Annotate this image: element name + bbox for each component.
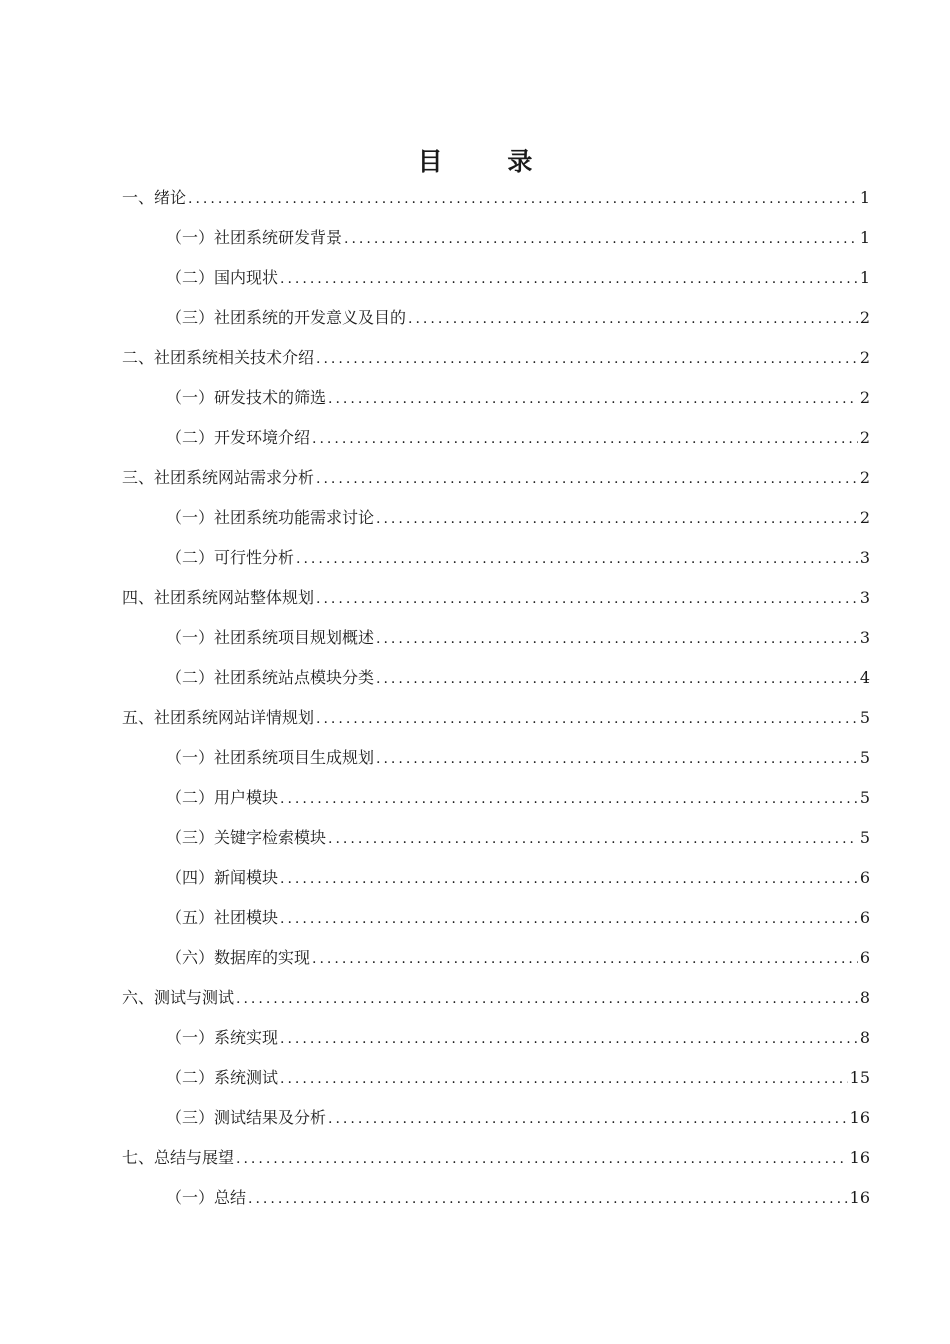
toc-entry-page-number: 4 (859, 668, 870, 687)
dot-leader (344, 219, 858, 259)
dot-leader (316, 339, 858, 379)
toc-entry-title: （二）社团系统站点模块分类 (166, 668, 375, 687)
toc-entry[interactable] (122, 618, 870, 658)
toc-entry[interactable] (122, 458, 870, 498)
toc-entry-title: （一）社团系统研发背景 (166, 228, 343, 247)
dot-leader (280, 779, 858, 819)
toc-entry[interactable] (122, 298, 870, 338)
toc-entry[interactable] (122, 738, 870, 778)
dot-leader (236, 979, 858, 1019)
dot-leader (280, 259, 858, 299)
toc-entry-title: （一）社团系统项目规划概述 (166, 628, 375, 647)
toc-entry[interactable] (122, 1018, 870, 1058)
dot-leader (188, 179, 858, 219)
dot-leader (376, 659, 858, 699)
dot-leader (316, 459, 858, 499)
toc-entry-title: （三）关键字检索模块 (166, 828, 327, 847)
dot-leader (312, 419, 858, 459)
toc-entry-page-number: 1 (859, 228, 870, 247)
dot-leader (376, 499, 858, 539)
toc-entry-page-number: 2 (859, 348, 870, 367)
toc-entry-title: （三）测试结果及分析 (166, 1108, 327, 1127)
dot-leader (236, 1139, 848, 1179)
toc-entry[interactable] (122, 338, 870, 378)
toc-entry-title: 一、绪论 (122, 188, 187, 207)
toc-entry[interactable] (122, 418, 870, 458)
toc-entry-title: （二）系统测试 (166, 1068, 279, 1087)
toc-entry-title: （三）社团系统的开发意义及目的 (166, 308, 407, 327)
toc-entry[interactable] (122, 818, 870, 858)
dot-leader (280, 1059, 848, 1099)
toc-entry-page-number: 16 (849, 1148, 870, 1167)
toc-entry[interactable] (122, 978, 870, 1018)
toc-entry-page-number: 16 (849, 1108, 870, 1127)
toc-entry-title: 六、测试与测试 (122, 988, 235, 1007)
toc-entry-title: （六）数据库的实现 (166, 948, 311, 967)
toc-entry-title: （一）研发技术的筛选 (166, 388, 327, 407)
dot-leader (376, 739, 858, 779)
toc-entry-page-number: 5 (859, 828, 870, 847)
toc-entry[interactable] (122, 218, 870, 258)
dot-leader (328, 1099, 848, 1139)
dot-leader (316, 579, 858, 619)
toc-entry-page-number: 2 (859, 388, 870, 407)
toc-entry-page-number: 5 (859, 788, 870, 807)
toc-entry-page-number: 1 (859, 268, 870, 287)
toc-entry-page-number: 5 (859, 708, 870, 727)
toc-entry[interactable] (122, 578, 870, 618)
toc-entry-page-number: 8 (859, 988, 870, 1007)
toc-entry-page-number: 6 (859, 908, 870, 927)
toc-entry-page-number: 16 (849, 1188, 870, 1207)
table-of-contents (122, 178, 870, 1218)
dot-leader (296, 539, 858, 579)
toc-entry-page-number: 2 (859, 428, 870, 447)
toc-entry-page-number: 3 (859, 628, 870, 647)
toc-entry-page-number: 3 (859, 548, 870, 567)
toc-entry-page-number: 1 (859, 188, 870, 207)
toc-entry-page-number: 2 (859, 308, 870, 327)
toc-entry[interactable] (122, 1098, 870, 1138)
toc-entry-page-number: 2 (859, 468, 870, 487)
toc-entry[interactable] (122, 858, 870, 898)
toc-entry[interactable] (122, 778, 870, 818)
dot-leader (280, 859, 858, 899)
toc-entry-title: （一）总结 (166, 1188, 247, 1207)
dot-leader (248, 1179, 848, 1219)
dot-leader (408, 299, 858, 339)
toc-entry-page-number: 8 (859, 1028, 870, 1047)
toc-entry-page-number: 2 (859, 508, 870, 527)
toc-entry-title: 三、社团系统网站需求分析 (122, 468, 315, 487)
toc-entry-title: （一）系统实现 (166, 1028, 279, 1047)
toc-entry-title: （二）国内现状 (166, 268, 279, 287)
toc-entry-page-number: 6 (859, 868, 870, 887)
toc-entry-title: 七、总结与展望 (122, 1148, 235, 1167)
toc-entry[interactable] (122, 898, 870, 938)
toc-entry-title: （一）社团系统功能需求讨论 (166, 508, 375, 527)
dot-leader (376, 619, 858, 659)
dot-leader (328, 379, 858, 419)
toc-entry-page-number: 6 (859, 948, 870, 967)
toc-entry-title: （二）开发环境介绍 (166, 428, 311, 447)
toc-entry[interactable] (122, 1058, 870, 1098)
toc-entry[interactable] (122, 658, 870, 698)
toc-entry-page-number: 15 (849, 1068, 870, 1087)
toc-entry-title: （二）用户模块 (166, 788, 279, 807)
toc-entry-title: （一）社团系统项目生成规划 (166, 748, 375, 767)
page-title: 目 录 (417, 147, 561, 176)
dot-leader (280, 899, 858, 939)
toc-entry[interactable] (122, 538, 870, 578)
dot-leader (280, 1019, 858, 1059)
toc-entry[interactable] (122, 1138, 870, 1178)
toc-entry-title: （二）可行性分析 (166, 548, 295, 567)
toc-entry[interactable] (122, 258, 870, 298)
toc-entry[interactable] (122, 178, 870, 218)
toc-entry-title: （四）新闻模块 (166, 868, 279, 887)
toc-entry-title: 二、社团系统相关技术介绍 (122, 348, 315, 367)
toc-entry[interactable] (122, 698, 870, 738)
dot-leader (312, 939, 858, 979)
toc-entry-title: 五、社团系统网站详情规划 (122, 708, 315, 727)
toc-entry-page-number: 5 (859, 748, 870, 767)
toc-entry[interactable] (122, 938, 870, 978)
dot-leader (316, 699, 858, 739)
toc-entry[interactable] (122, 378, 870, 418)
toc-entry-page-number: 3 (859, 588, 870, 607)
toc-entry-title: （五）社团模块 (166, 908, 279, 927)
toc-entry[interactable] (122, 1178, 870, 1218)
toc-entry[interactable] (122, 498, 870, 538)
dot-leader (328, 819, 858, 859)
toc-entry-title: 四、社团系统网站整体规划 (122, 588, 315, 607)
